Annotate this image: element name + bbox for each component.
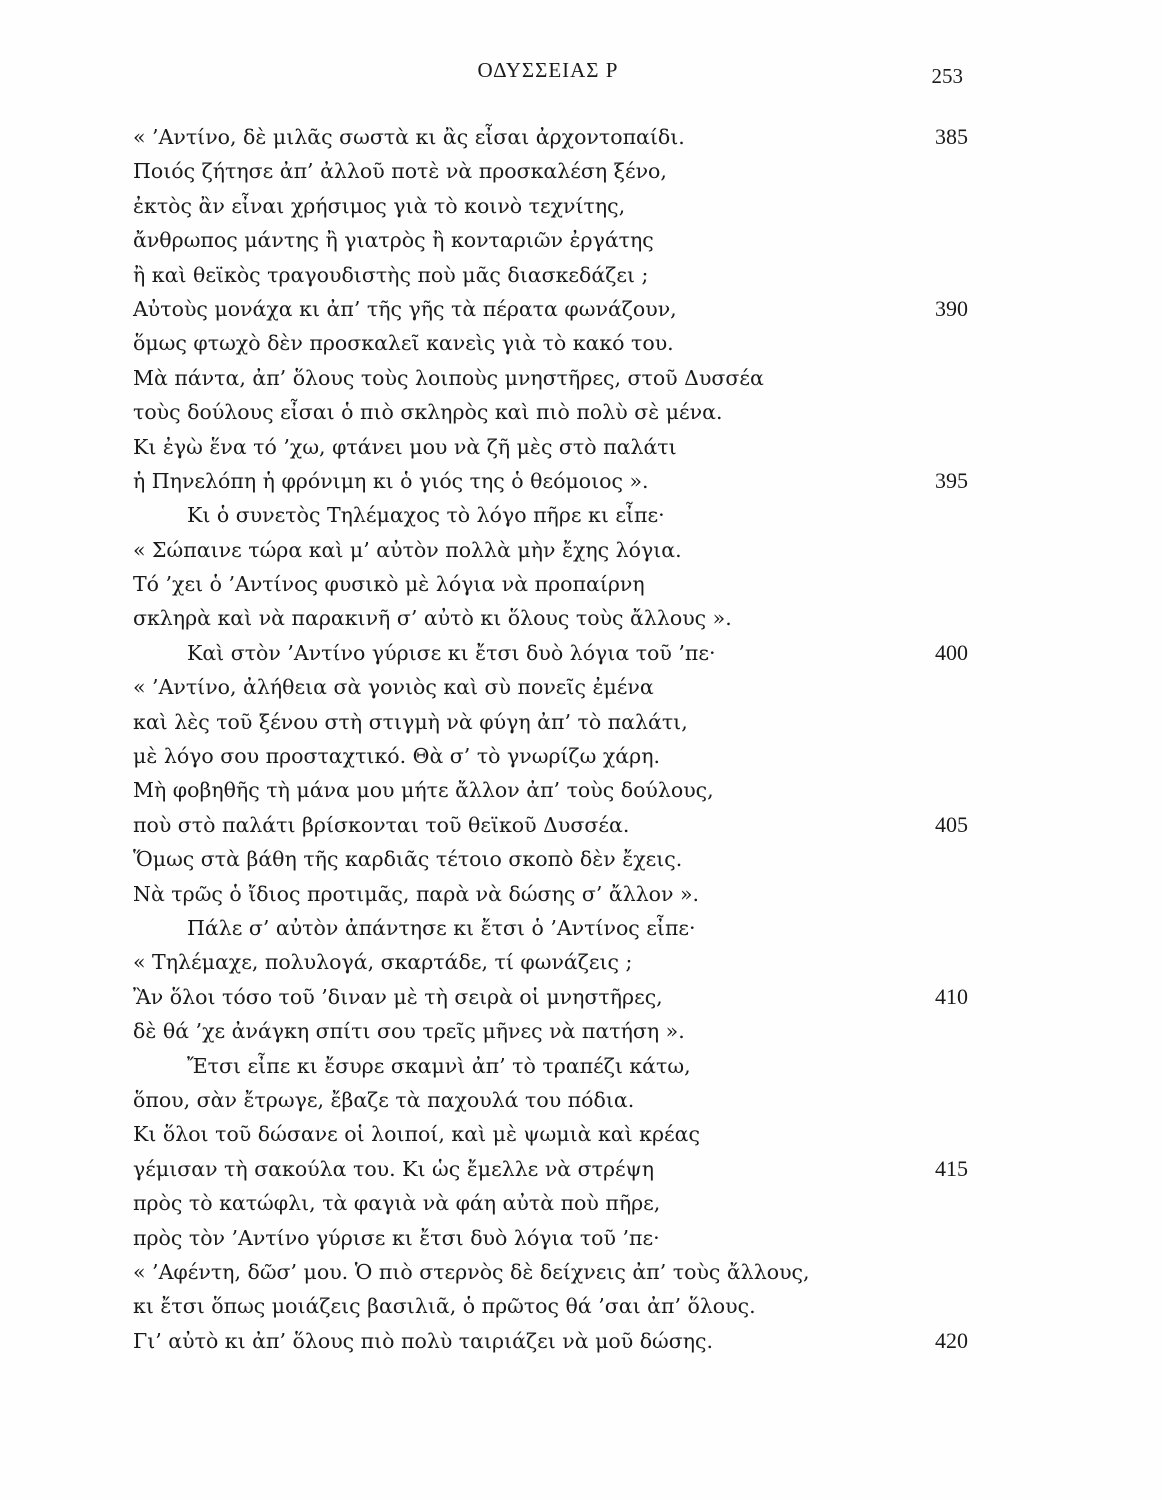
- verse-text: δὲ θά ’χε ἀνάγκη σπίτι σου τρεῖς μῆνες νὰ πατήση ».: [133, 1019, 685, 1044]
- verse-text: ἄνθρωπος μάντης ἢ γιατρὸς ἢ κονταριῶν ἐργάτης: [133, 228, 654, 253]
- verse-line: [133, 361, 968, 395]
- verse-line: [133, 1152, 968, 1186]
- verse-text: τοὺς δούλους εἶσαι ὁ πιὸ σκληρὸς καὶ πιὸ πολὺ σὲ μένα.: [133, 400, 723, 425]
- verse-line: [133, 1117, 968, 1151]
- verse-text: καὶ λὲς τοῦ ξένου στὴ στιγμὴ νὰ φύγη ἀπ’ τὸ παλάτι,: [133, 709, 688, 734]
- verse-line: [133, 1324, 968, 1358]
- verse-line: [133, 636, 968, 670]
- verse-text: σκληρὰ καὶ νὰ παρακινῆ σ’ αὐτὸ κι ὅλους τοὺς ἄλλους ».: [133, 606, 732, 631]
- verse-text: Ὅμως στὰ βάθη τῆς καρδιᾶς τέτοιο σκοπὸ δὲν ἔχεις.: [133, 847, 683, 872]
- verse-text: Νὰ τρῶς ὁ ἴδιος προτιμᾶς, παρὰ νὰ δώσης σ’ ἄλλον ».: [133, 881, 700, 906]
- verse-text: ὅπου, σὰν ἔτρωγε, ἔβαζε τὰ παχουλά του πόδια.: [133, 1087, 635, 1112]
- verse-line: [133, 945, 968, 979]
- verse-line: [133, 120, 968, 154]
- verse-text: ἡ Πηνελόπη ἡ φρόνιμη κι ὁ γιός της ὁ θεόμοιος ».: [133, 468, 649, 493]
- verse-line: [133, 773, 968, 807]
- line-number: 405: [935, 811, 968, 837]
- line-number: 410: [935, 983, 968, 1009]
- verse-text: Ποιός ζήτησε ἀπ’ ἀλλοῦ ποτὲ νὰ προσκαλέση ξένο,: [133, 159, 667, 184]
- verse-text: Κι ἐγὼ ἕνα τό ’χω, φτάνει μου νὰ ζῆ μὲς στὸ παλάτι: [133, 434, 677, 459]
- verse-text: ἢ καὶ θεϊκὸς τραγουδιστὴς ποὺ μᾶς διασκεδάζει ;: [133, 262, 649, 287]
- verse-text: Αὐτοὺς μονάχα κι ἀπ’ τῆς γῆς τὰ πέρατα φωνάζουν,: [133, 296, 677, 321]
- running-head: [133, 58, 963, 92]
- verse-text: « Σώπαινε τώρα καὶ μ’ αὐτὸν πολλὰ μὴν ἔχης λόγια.: [133, 537, 682, 562]
- verse-text: Μὰ πάντα, ἀπ’ ὅλους τοὺς λοιποὺς μνηστῆρες, στοῦ Δυσσέα: [133, 365, 764, 390]
- verse-line: [133, 430, 968, 464]
- verse-line: [133, 1255, 968, 1289]
- verse-line: [133, 877, 968, 911]
- line-number: 420: [935, 1327, 968, 1353]
- page-number: 253: [931, 64, 963, 88]
- verse-text: « ’Αντίνο, δὲ μιλᾶς σωστὰ κι ἂς εἶσαι ἀρχοντοπαίδι.: [133, 125, 685, 149]
- verse-line: [133, 1186, 968, 1220]
- verse-line: [133, 842, 968, 876]
- verse-line: [133, 154, 968, 188]
- verse-text: Τό ’χει ὁ ’Αντίνος φυσικὸ μὲ λόγια νὰ προπαίρνη: [133, 572, 645, 597]
- verse-line: [133, 464, 968, 498]
- line-number: 415: [935, 1155, 968, 1181]
- running-head-title: ΟΔΥΣΣΕΙΑΣ Ρ: [477, 58, 619, 82]
- verse-line: [133, 395, 968, 429]
- verse-text: Ἂν ὅλοι τόσο τοῦ ’διναν μὲ τὴ σειρὰ οἱ μνηστῆρες,: [133, 984, 663, 1009]
- verse-text: « ’Αντίνο, ἀλήθεια σὰ γονιὸς καὶ σὺ πονεῖς ἐμένα: [133, 675, 654, 700]
- verse-line: [133, 189, 968, 223]
- verse-line: [133, 567, 968, 601]
- verse-text: γέμισαν τὴ σακούλα του. Κι ὡς ἔμελλε νὰ στρέψη: [133, 1156, 655, 1181]
- verse-text: « Τηλέμαχε, πολυλογά, σκαρτάδε, τί φωνάζεις ;: [133, 950, 633, 975]
- verse-text: Ἔτσι εἶπε κι ἔσυρε σκαμνὶ ἀπ’ τὸ τραπέζι κάτω,: [187, 1053, 691, 1078]
- verse-line: [133, 739, 968, 773]
- line-number: 385: [935, 124, 968, 149]
- verse-line: [133, 326, 968, 360]
- verse-text: Κι ὁ συνετὸς Τηλέμαχος τὸ λόγο πῆρε κι εἶπε·: [187, 503, 665, 528]
- verse-line: [133, 911, 968, 945]
- verse-line: [133, 498, 968, 532]
- verse-line: [133, 808, 968, 842]
- verse-line: [133, 533, 968, 567]
- verse-text: Μὴ φοβηθῆς τὴ μάνα μου μήτε ἄλλον ἀπ’ τοὺς δούλους,: [133, 778, 714, 803]
- verse-line: [133, 223, 968, 257]
- verse-line: [133, 705, 968, 739]
- verse-line: [133, 1289, 968, 1323]
- line-number: 395: [935, 467, 968, 493]
- verse-text: Κι ὅλοι τοῦ δώσανε οἱ λοιποί, καὶ μὲ ψωμιὰ καὶ κρέας: [133, 1122, 700, 1147]
- poem-text: [133, 120, 968, 1358]
- verse-text: Πάλε σ’ αὐτὸν ἀπάντησε κι ἔτσι ὁ ’Αντίνος εἶπε·: [187, 915, 696, 940]
- verse-text: Καὶ στὸν ’Αντίνο γύρισε κι ἔτσι δυὸ λόγια τοῦ ’πε·: [187, 640, 716, 665]
- verse-line: [133, 1049, 968, 1083]
- verse-text: ποὺ στὸ παλάτι βρίσκονται τοῦ θεϊκοῦ Δυσσέα.: [133, 812, 630, 837]
- verse-line: [133, 601, 968, 635]
- verse-text: Γι’ αὐτὸ κι ἀπ’ ὅλους πιὸ πολὺ ταιριάζει νὰ μοῦ δώσης.: [133, 1328, 714, 1353]
- line-number: 400: [935, 639, 968, 665]
- verse-line: [133, 1083, 968, 1117]
- verse-line: [133, 980, 968, 1014]
- line-number: 390: [935, 295, 968, 321]
- verse-text: πρὸς τὸ κατώφλι, τὰ φαγιὰ νὰ φάη αὐτὰ ποὺ πῆρε,: [133, 1191, 661, 1216]
- verse-text: « ’Αφέντη, δῶσ’ μου. Ὁ πιὸ στερνὸς δὲ δείχνεις ἀπ’ τοὺς ἄλλους,: [133, 1259, 810, 1284]
- verse-text: ὅμως φτωχὸ δὲν προσκαλεῖ κανεὶς γιὰ τὸ κακό του.: [133, 331, 674, 356]
- verse-text: μὲ λόγο σου προσταχτικό. Θὰ σ’ τὸ γνωρίζω χάρη.: [133, 744, 661, 769]
- verse-text: κι ἔτσι ὅπως μοιάζεις βασιλιᾶ, ὁ πρῶτος θά ’σαι ἀπ’ ὅλους.: [133, 1294, 756, 1319]
- verse-line: [133, 292, 968, 326]
- verse-line: [133, 670, 968, 704]
- verse-text: ἐκτὸς ἂν εἶναι χρήσιμος γιὰ τὸ κοινὸ τεχνίτης,: [133, 193, 626, 218]
- verse-line: [133, 258, 968, 292]
- verse-line: [133, 1221, 968, 1255]
- verse-line: [133, 1014, 968, 1048]
- verse-text: πρὸς τὸν ’Αντίνο γύρισε κι ἔτσι δυὸ λόγια τοῦ ’πε·: [133, 1225, 660, 1250]
